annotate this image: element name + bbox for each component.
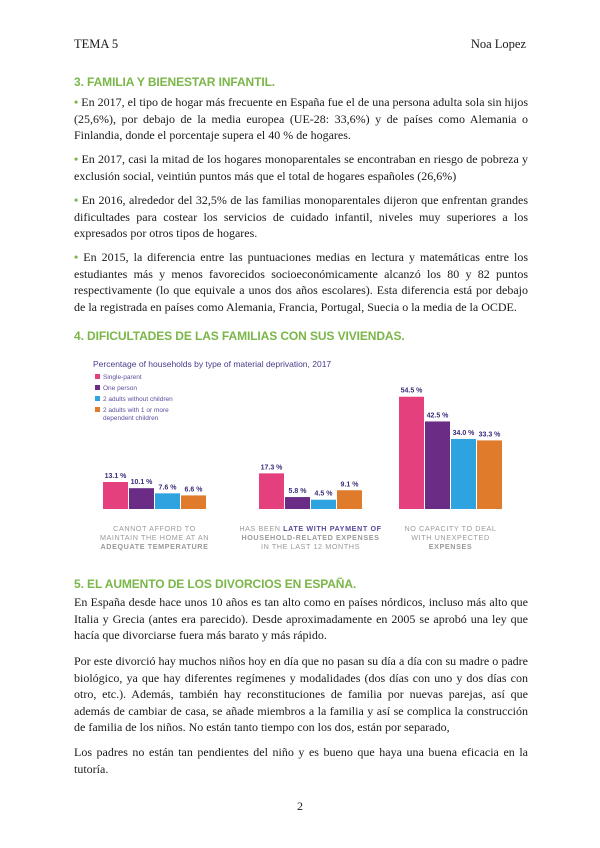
value-label: 4.5 %: [314, 490, 333, 498]
chart-title: Percentage of households by type of material deprivation, 2017: [93, 359, 332, 369]
section-5-heading: 5. EL AUMENTO DE LOS DIVORCIOS EN ESPAÑA.: [74, 577, 357, 591]
section-3-paragraph-1: [74, 94, 528, 144]
value-label: 7.6 %: [158, 484, 177, 492]
bar: [399, 397, 424, 509]
bar: [259, 473, 284, 509]
value-label: 6.6 %: [184, 486, 203, 494]
legend-label: 2 adults with 1 or more: [103, 407, 169, 414]
value-label: 13.1 %: [104, 473, 127, 481]
paragraph-text: En 2015, la diferencia entre las puntuaciones medias en lectura y matemáticas entre los estudiantes más y menos favorecidos socioeconómicamente alcanzó los 80 y 82 puntos respectivamente (lo que equivale a unos dos años escolares). Esta diferencia está por debajo de la registrada en países como Alemania, Francia, Portugal, Suecia o la media de la OCDE.: [74, 250, 529, 314]
value-label: 9.1 %: [340, 481, 359, 489]
legend-label-cont: dependent children: [103, 415, 159, 422]
bullet-icon: •: [74, 152, 79, 166]
bar: [285, 497, 310, 509]
bullet-icon: •: [74, 95, 79, 109]
category-label: NO CAPACITY TO DEAL: [404, 524, 497, 533]
bar: [477, 440, 502, 509]
section-3-paragraph-4: [74, 249, 528, 315]
legend-swatch: [95, 374, 100, 379]
section-5-paragraph-2: Por este divorció hay muchos niños hoy en día que no pasan su día a día con su madre o padre biológico, ya que hay diferentes regímenes y modalidades (dos días con uno y dos días con otro, etc.). Además, también hay reconstituciones de familia por nuevas parejas, así que además de cambiar de casa, se añade miembros a la familia y así se complica la construcción de familia de los niños. No están tanto tiempo con los dos, están por separado,: [74, 654, 528, 734]
section-3-heading: 3. FAMILIA Y BIENESTAR INFANTIL.: [74, 75, 276, 89]
category-label: HOUSEHOLD-RELATED EXPENSES: [241, 533, 380, 542]
bar: [311, 500, 336, 509]
header-right: Noa Lopez: [470, 37, 526, 51]
bullet-icon: •: [74, 250, 79, 264]
value-label: 10.1 %: [130, 479, 153, 487]
chart-legend: [95, 374, 173, 422]
paragraph-text: En 2017, el tipo de hogar más frecuente en España fue el de una persona adulta sola sin hijos (25,6%), por debajo de la media europea (UE-28: 33,6%) y de países como Alemania o Finlandia, donde el porcentaje supera el 40 % de hogares.: [74, 95, 528, 142]
value-label: 17.3 %: [260, 464, 283, 472]
bar: [425, 421, 450, 509]
material-deprivation-chart: [74, 352, 528, 562]
category-label: HAS BEEN LATE WITH PAYMENT OF: [239, 524, 382, 533]
bar: [181, 495, 206, 509]
category-label: WITH UNEXPECTED: [411, 533, 490, 542]
legend-swatch: [95, 407, 100, 412]
value-label: 33.3 %: [478, 431, 501, 439]
legend-swatch: [95, 385, 100, 390]
legend-label: One person: [103, 385, 137, 392]
page-number: 2: [297, 799, 303, 813]
chart-svg: [74, 352, 528, 562]
value-label: 34.0 %: [452, 429, 475, 437]
bullet-icon: •: [74, 193, 79, 207]
section-5-paragraph-3: Los padres no están tan pendientes del niño y es bueno que haya una buena eficacia en la tutoría.: [74, 745, 528, 776]
bar: [129, 488, 154, 509]
section-4-heading: 4. DIFICULTADES DE LAS FAMILIAS CON SUS VIVIENDAS.: [74, 329, 405, 343]
bar: [337, 490, 362, 509]
category-label: MAINTAIN THE HOME AT AN: [99, 533, 210, 542]
section-5-paragraph-1: En España desde hace unos 10 años es tan alto como en países nórdicos, incluso más alto que Italia y Grecia (antes era parecido). Desde aproximadamente en 2005 se aprobó una ley que hacía que divorciarse fuera más barato y más rápido.: [74, 595, 528, 642]
legend-swatch: [95, 396, 100, 401]
paragraph-text: En 2016, alrededor del 32,5% de las familias monoparentales dijeron que enfrentan grandes dificultades para costear los servicios de cuidado infantil, niveles muy superiores a los expresados por otros tipos de hogares.: [74, 193, 528, 240]
paragraph-text: En 2017, casi la mitad de los hogares monoparentales se encontraban en riesgo de pobreza y exclusión social, veintiún puntos más que el total de hogares españoles (26,6%): [74, 152, 529, 183]
header-left: TEMA 5: [74, 37, 119, 51]
section-3-paragraph-3: [74, 192, 528, 242]
bar: [103, 482, 128, 509]
bar: [451, 439, 476, 509]
value-label: 42.5 %: [426, 412, 449, 420]
value-label: 54.5 %: [400, 387, 423, 395]
section-3-paragraph-2: [74, 151, 528, 184]
category-label: IN THE LAST 12 MONTHS: [260, 542, 361, 551]
category-label: CANNOT AFFORD TO: [113, 524, 196, 533]
chart-category-labels: [100, 524, 497, 551]
category-label: ADEQUATE TEMPERATURE: [100, 542, 209, 551]
legend-label: 2 adults without children: [103, 396, 173, 403]
bar: [155, 493, 180, 509]
legend-label: Single-parent: [103, 374, 142, 381]
value-label: 5.8 %: [288, 488, 307, 496]
category-label: EXPENSES: [428, 542, 473, 551]
